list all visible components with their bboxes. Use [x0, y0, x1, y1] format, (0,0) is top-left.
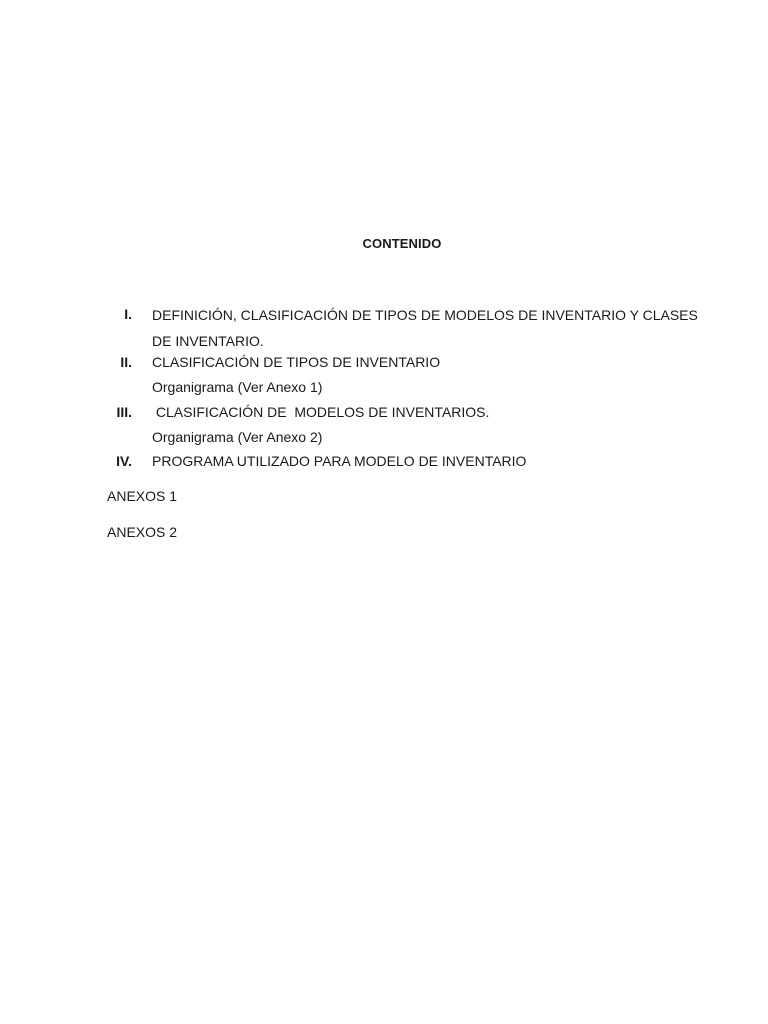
toc-item-4: [104, 449, 724, 473]
toc-subitem-2: Organigrama (Ver Anexo 1): [152, 379, 323, 395]
toc-numeral: IV.: [116, 453, 132, 469]
toc-text: DEFINICIÓN, CLASIFICACIÓN DE TIPOS DE MODELOS DE INVENTARIO Y CLASES DE INVENTARIO.: [152, 307, 698, 349]
toc-item-3: [104, 400, 724, 424]
toc-item-2: [104, 350, 724, 374]
annex-2: ANEXOS 2: [107, 524, 178, 540]
annex-1: ANEXOS 1: [107, 488, 178, 504]
toc-text: CLASIFICACIÓN DE TIPOS DE INVENTARIO: [152, 354, 441, 370]
toc-numeral: II.: [120, 354, 132, 370]
page-title: CONTENIDO: [362, 236, 442, 251]
toc-text: PROGRAMA UTILIZADO PARA MODELO DE INVENTARIO: [152, 453, 527, 469]
toc-subitem-3: Organigrama (Ver Anexo 2): [152, 429, 323, 445]
toc-numeral: I.: [124, 306, 132, 322]
toc-text: CLASIFICACIÓN DE MODELOS DE INVENTARIOS.: [152, 404, 490, 420]
toc-numeral: III.: [116, 404, 132, 420]
toc-item-1: [104, 302, 724, 350]
